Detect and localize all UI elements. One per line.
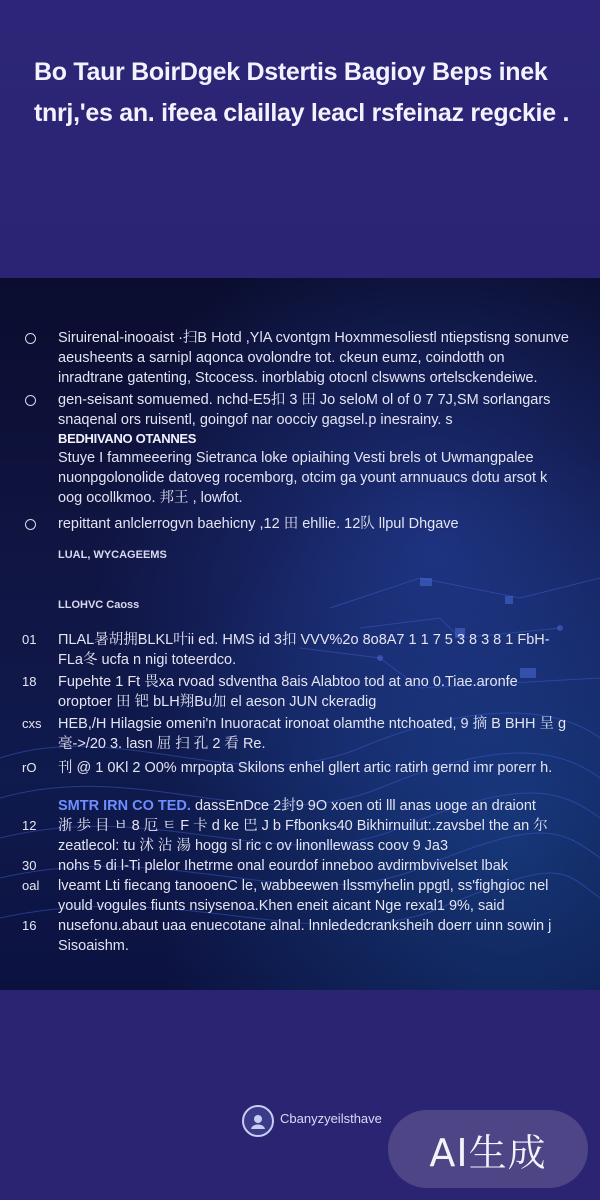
list-item <box>0 328 600 388</box>
list-item-text: ПLAL暑胡拥BLKL叶ii ed. HMS id 3扣 VVV%2o 8о8A7 1 1 7 5 3 8 3 8 1 FbH-FLa冬 ucfa n nigi toteerdco. <box>58 632 550 668</box>
list-item <box>0 390 600 508</box>
list-item-subheading: BEDHIVANO OTANNES <box>58 431 197 446</box>
item-number: 01 <box>22 632 37 647</box>
list-item-text-rest: dassEnDce 2封9 9O xoen oti lll anas uoge an draiont <box>194 798 536 814</box>
item-number: oal <box>22 878 40 893</box>
list-item-text: repittant anlclerrogvn baehicny ,12 田 ehllie. 12队 llpul Dhgave <box>58 516 459 532</box>
list-item <box>0 856 600 876</box>
list-item-text: gen-seisant somuemed. nchd-E5扣 3 田 Jo seloM ol of 0 7 7J,SM sorlangars snaqenal ors ruisentl, goingof nar oocciy gagsel.p inesrainy. s <box>58 392 551 428</box>
content-panel <box>0 278 600 990</box>
footer-brand-text: Cbanyzyeilsthave <box>280 1111 382 1126</box>
list-item-text: 浙 歩 目 ㅂ 8 厄 ㅌ F 卡 d ke 巴 J b Ffbonks40 Bikhirnuilut:.zavsbel the an 尔 zeatlecol: tu 沭 沾 湯 hogg sl ric c ov linonllewass coov 9 Ja3 <box>58 818 548 854</box>
numbered-list <box>0 630 600 778</box>
list-item-text: Siruirenal-inooaist ·扫B Hotd ,YlA cvontgm Hoxmmesoliestl ntiepstisng sonunve aeusheents a sarnipl aqonca ovolondre tot. ckeun eumz, coindotth on inradtrane gatenting, Stcocess. inorblabig otocnl clswwns ortelsckendeiwe. <box>58 330 569 386</box>
list-item <box>0 758 600 778</box>
list-item <box>0 514 600 534</box>
list-item <box>0 672 600 712</box>
bullet-list <box>0 328 600 534</box>
list-item-text: Fupehte 1 Ft 畏xa rvoad sdventha 8ais Alabtoo tod at ano 0.Tiae.aronfe oroptoer 田 钯 bLH翔Bu加 el aeson JUN ckeradig <box>58 674 518 710</box>
item-number: 12 <box>22 818 37 833</box>
bullet-icon <box>25 519 36 530</box>
list-item <box>0 630 600 670</box>
list-item-text <box>58 796 572 816</box>
item-number: cxs <box>22 716 42 731</box>
brand-mark-icon <box>249 1112 267 1130</box>
ai-generated-watermark <box>388 1110 588 1188</box>
highlight-text: SMTR IRN CO TED. <box>58 798 191 814</box>
hero-banner <box>0 0 600 278</box>
item-number: 16 <box>22 918 37 933</box>
brand-logo-icon <box>242 1105 274 1137</box>
list-item <box>0 876 600 916</box>
item-number: 30 <box>22 858 37 873</box>
list-item <box>0 714 600 754</box>
section-label: LUAL, WYCAGEEMS <box>58 549 167 561</box>
list-item <box>0 916 600 956</box>
list-item-text: HEB,/H Hilagsie omeni'n Inuoracat ironoat olamthe ntchoated, 9 摘 B BHH 呈 g毫->/20 3. lasn 屈 扫 孔 2 看 Re. <box>58 716 567 752</box>
item-number: rO <box>22 760 37 775</box>
bullet-icon <box>25 333 36 344</box>
section-heading: LLOHVC Caoss <box>58 599 140 611</box>
list-item-text: nohs 5 di l-Ti plelor Ihetrme onal eourdof inneboo avdirmbvivelset lbak <box>58 858 509 874</box>
list-item-text: lveamt Lti fiecang tanooenC le, wabbeewen Ilssmyhelin ppgtl, ss'fighgioc nel yould vogules fiunts nsiysenoa.Khen eneit aicant Nge rexal1 9%, said <box>58 878 549 914</box>
list-item <box>0 816 600 856</box>
bullet-icon <box>25 395 36 406</box>
numbered-list-2 <box>0 796 600 956</box>
list-item-text-continued: Stuye I fammeeering Sietranca loke opiaihing Vesti brels ot Uwmangpalee nuonpgolonolide datoveg rocemborg, otcim ga yount arnnuaucs dotu arsot k oog ocollkmoo. 邦王 , lowfot. <box>58 450 548 506</box>
list-item-text: nusefonu.abaut uaa enuecotane alnal. lnnlededcranksheih doerr uinn sowin j Sisoaishm. <box>58 918 552 954</box>
item-number: 18 <box>22 674 37 689</box>
list-item <box>0 796 600 816</box>
watermark-text: AI生成 <box>429 1130 547 1175</box>
list-item-text: 刊 @ 1 0Kl 2 O0% mrpopta Skilons enhel gllert artic ratirh gernd imr porerr h. <box>58 760 553 776</box>
page-title: Bo Taur BoirDgek Dstertis Bagioy Beps inek tnrj,'es an. ifeea claillay leacl rsfeinaz regckie . <box>34 58 570 127</box>
